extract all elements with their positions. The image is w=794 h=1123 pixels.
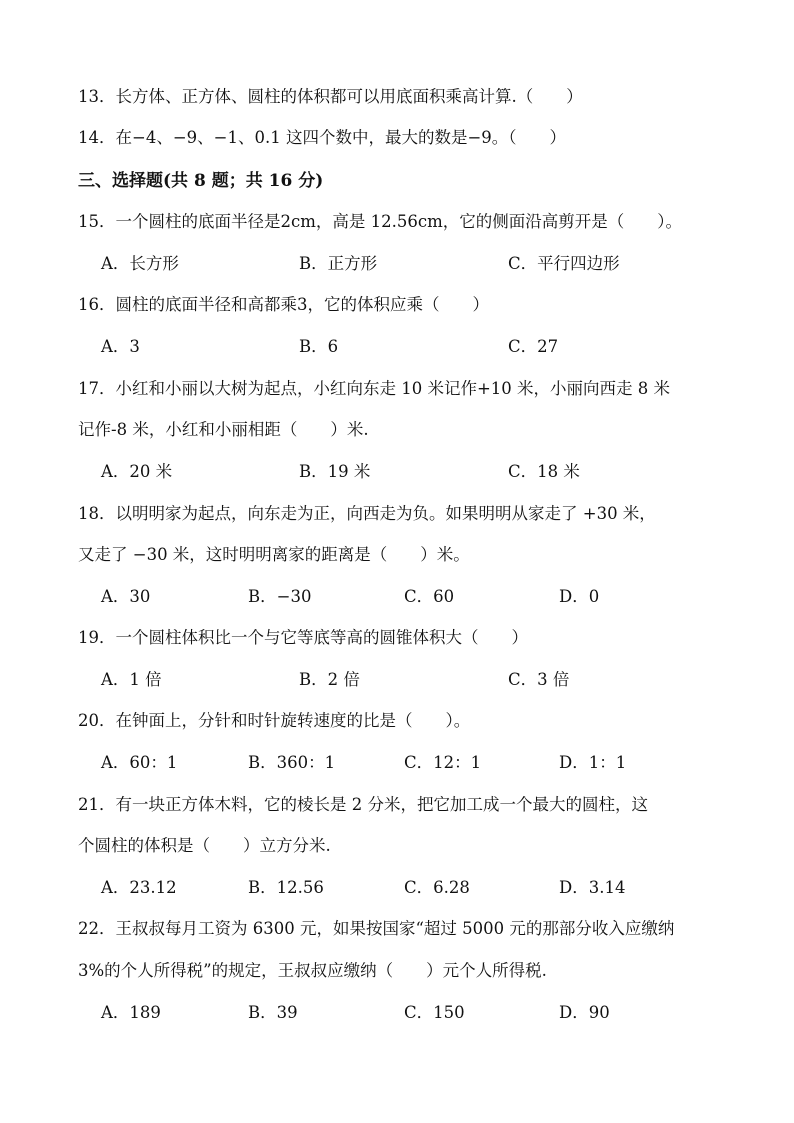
option-b: B．6 — [299, 337, 339, 356]
option-c: C．3 倍 — [508, 670, 570, 689]
option-c: C．6.28 — [404, 878, 470, 897]
option-a: A．23.12 — [101, 878, 177, 897]
option-a: A．20 米 — [101, 462, 173, 481]
section-title-choice: 三、选择题(共 8 题；共 16 分) — [78, 171, 324, 191]
options-22 — [0, 1002, 794, 1024]
option-a: A．1 倍 — [101, 670, 162, 689]
option-a: A．3 — [101, 337, 140, 356]
option-b: B．39 — [248, 1003, 298, 1022]
option-c: C．平行四边形 — [508, 254, 620, 273]
option-c: C．60 — [404, 587, 455, 606]
options-18 — [0, 586, 794, 608]
question-22-line-2: 3%的个人所得税”的规定，王叔叔应缴纳（ ）元个人所得税. — [78, 961, 547, 980]
options-20 — [0, 752, 794, 774]
question-18-line-1: 18．以明明家为起点，向东走为正，向西走为负。如果明明从家走了 +30 米， — [78, 504, 656, 523]
question-14: 14．在−4、−9、−1、0.1 这四个数中，最大的数是−9。（ ） — [78, 128, 567, 147]
option-d: D．3.14 — [559, 878, 626, 897]
question-13: 13．长方体、正方体、圆柱的体积都可以用底面积乘高计算.（ ） — [78, 87, 583, 106]
option-a: A．189 — [101, 1003, 161, 1022]
option-a: A．60：1 — [101, 753, 178, 772]
option-a: A．30 — [101, 587, 151, 606]
question-15: 15．一个圆柱的底面半径是2cm，高是 12.56cm，它的侧面沿高剪开是（ ）。 — [78, 212, 682, 231]
question-19: 19．一个圆柱体积比一个与它等底等高的圆锥体积大（ ） — [78, 628, 528, 647]
option-b: B．12.56 — [248, 878, 324, 897]
option-c: C．18 米 — [508, 462, 580, 481]
option-b: B．−30 — [248, 587, 312, 606]
question-21-line-1: 21．有一块正方体木料，它的棱长是 2 分米，把它加工成一个最大的圆柱，这 — [78, 795, 648, 814]
question-17-line-1: 17．小红和小丽以大树为起点，小红向东走 10 米记作+10 米，小丽向西走 8 米 — [78, 379, 671, 398]
option-c: C．27 — [508, 337, 559, 356]
option-b: B．360：1 — [248, 753, 336, 772]
option-c: C．150 — [404, 1003, 465, 1022]
question-17-line-2: 记作-8 米，小红和小丽相距（ ）米. — [78, 420, 369, 439]
options-16 — [0, 336, 794, 358]
question-20: 20．在钟面上，分针和时针旋转速度的比是（ ）。 — [78, 711, 471, 730]
option-b: B．19 米 — [299, 462, 371, 481]
options-21 — [0, 877, 794, 899]
question-21-line-2: 个圆柱的体积是（ ）立方分米. — [78, 836, 331, 855]
option-b: B．正方形 — [299, 254, 378, 273]
option-c: C．12：1 — [404, 753, 482, 772]
option-a: A．长方形 — [101, 254, 179, 273]
option-b: B．2 倍 — [299, 670, 360, 689]
options-15 — [0, 253, 794, 275]
option-d: D．1：1 — [559, 753, 627, 772]
options-19 — [0, 669, 794, 691]
question-16: 16．圆柱的底面半径和高都乘3，它的体积应乘（ ） — [78, 295, 489, 314]
option-d: D．90 — [559, 1003, 610, 1022]
question-18-line-2: 又走了 −30 米，这时明明离家的距离是（ ）米。 — [78, 545, 470, 564]
question-22-line-1: 22．王叔叔每月工资为 6300 元，如果按国家“超过 5000 元的那部分收入应缴纳 — [78, 919, 675, 938]
option-d: D．0 — [559, 587, 600, 606]
options-17 — [0, 461, 794, 483]
